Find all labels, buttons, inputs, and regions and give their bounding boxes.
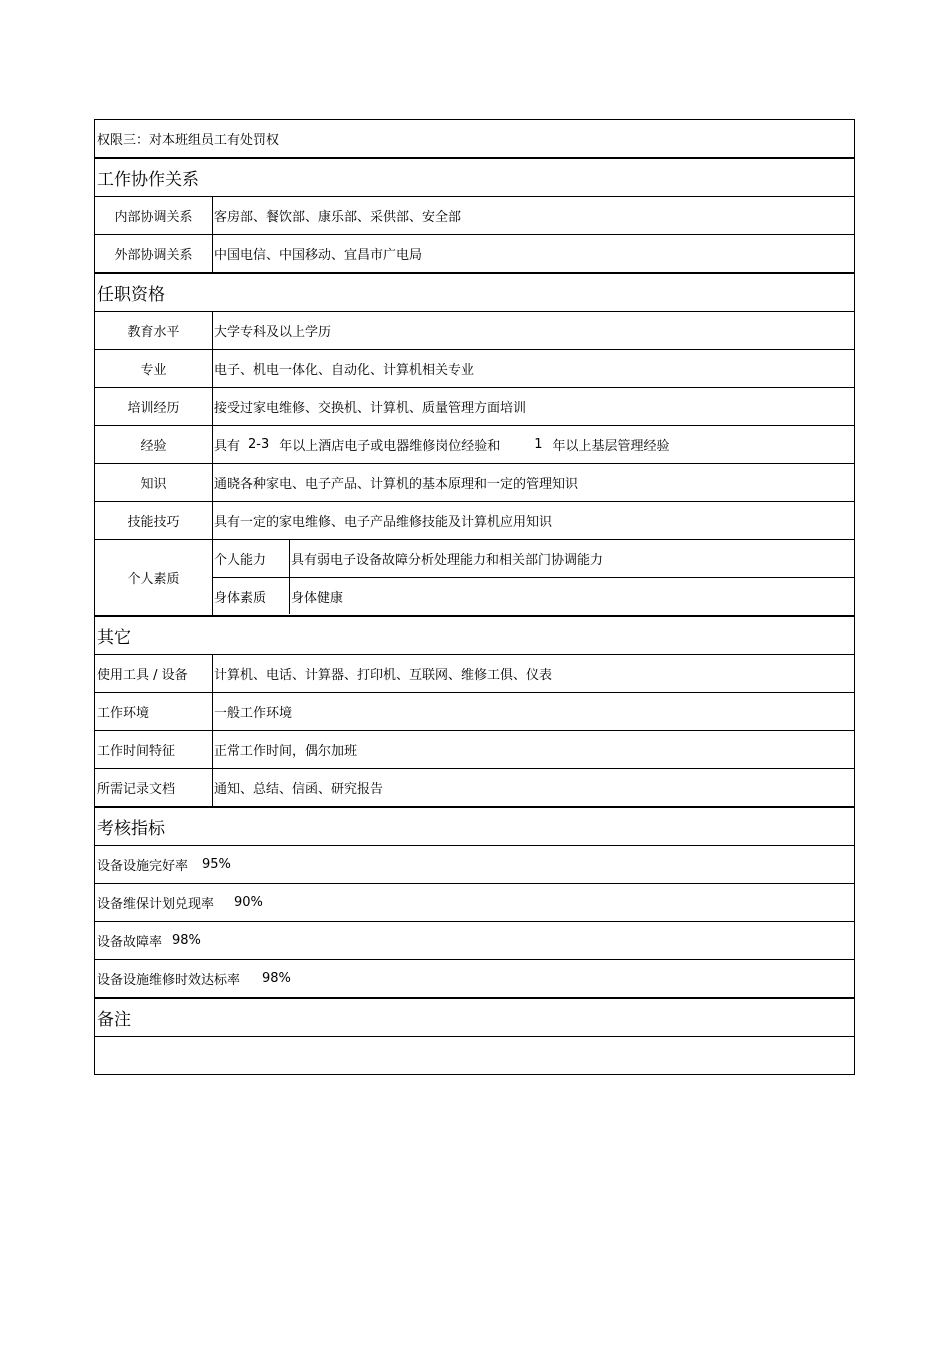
personal-ability-row [213, 540, 854, 577]
personal-quality-label: 个人素质 [95, 540, 213, 615]
records-label: 所需记录文档 [95, 769, 213, 806]
physical-quality-value: 身体健康 [291, 590, 344, 606]
personal-quality-row [95, 540, 854, 617]
qualifications-heading: 任职资格 [97, 285, 165, 305]
kpi-row [95, 846, 854, 884]
records-row [95, 769, 854, 808]
physical-quality-row [213, 577, 854, 614]
skills-row [95, 502, 854, 540]
physical-quality-label: 身体素质 [213, 578, 290, 614]
external-coordination-row [95, 235, 854, 274]
kpi-value: 90% [234, 895, 263, 910]
kpi-item [95, 960, 854, 997]
other-section-row [95, 617, 854, 655]
remarks-section-row [95, 999, 854, 1037]
environment-row [95, 693, 854, 731]
personal-ability-value: 具有弱电子设备故障分析处理能力和相关部门协调能力 [291, 553, 604, 568]
remarks-row [95, 1037, 854, 1074]
authority-row [95, 120, 854, 159]
kpi-section-row [95, 808, 854, 846]
cooperation-section-row [95, 159, 854, 197]
kpi-name: 设备故障率 [97, 935, 163, 950]
personal-quality-subtable [213, 540, 854, 615]
kpi-value: 98% [262, 971, 291, 986]
experience-years1: 2-3 [248, 437, 270, 452]
training-value: 接受过家电维修、交换机、计算机、质量管理方面培训 [214, 401, 527, 416]
experience-row [95, 426, 854, 464]
work-time-value: 正常工作时间，偶尔加班 [214, 744, 358, 759]
kpi-item [95, 846, 854, 883]
kpi-row [95, 960, 854, 999]
records-value: 通知、总结、信函、研究报告 [214, 782, 384, 797]
experience-years2: 1 [534, 437, 543, 452]
qualifications-section-row [95, 274, 854, 312]
tools-row [95, 655, 854, 693]
kpi-item [95, 884, 854, 921]
remarks-heading: 备注 [97, 1010, 131, 1030]
kpi-row [95, 884, 854, 922]
experience-label: 经验 [95, 426, 213, 463]
environment-label: 工作环境 [95, 693, 213, 730]
training-row [95, 388, 854, 426]
skills-value: 具有一定的家电维修、电子产品维修技能及计算机应用知识 [214, 515, 553, 530]
authority-text: 权限三：对本班组员工有处罚权 [97, 133, 280, 148]
experience-part3: 年以上基层管理经验 [552, 439, 670, 454]
major-value: 电子、机电一体化、自动化、计算机相关专业 [214, 363, 475, 378]
job-description-table [94, 119, 855, 1075]
major-label: 专业 [95, 350, 213, 387]
kpi-row [95, 922, 854, 960]
other-heading: 其它 [97, 628, 131, 648]
remarks-value [95, 1037, 854, 1074]
kpi-value: 95% [202, 857, 231, 872]
experience-part1: 具有 [214, 439, 241, 454]
kpi-heading: 考核指标 [97, 819, 165, 839]
training-label: 培训经历 [95, 388, 213, 425]
internal-coordination-label: 内部协调关系 [95, 197, 213, 234]
knowledge-value: 通晓各种家电、电子产品、计算机的基本原理和一定的管理知识 [214, 477, 579, 492]
experience-value [213, 426, 854, 463]
major-row [95, 350, 854, 388]
education-row [95, 312, 854, 350]
tools-value: 计算机、电话、计算器、打印机、互联网、维修工俱、仪表 [214, 668, 553, 683]
knowledge-row [95, 464, 854, 502]
kpi-name: 设备维保计划兑现率 [97, 897, 215, 912]
skills-label: 技能技巧 [95, 502, 213, 539]
work-time-label: 工作时间特征 [95, 731, 213, 768]
personal-ability-label: 个人能力 [213, 540, 290, 577]
external-coordination-value: 中国电信、中国移动、宜昌市广电局 [214, 248, 423, 263]
work-time-row [95, 731, 854, 769]
experience-part2: 年以上酒店电子或电器维修岗位经验和 [279, 439, 501, 454]
kpi-name: 设备设施完好率 [97, 859, 189, 874]
education-label: 教育水平 [95, 312, 213, 349]
internal-coordination-value: 客房部、餐饮部、康乐部、采供部、安全部 [214, 210, 462, 225]
tools-label: 使用工具 / 设备 [95, 655, 213, 692]
education-value: 大学专科及以上学历 [214, 325, 332, 340]
environment-value: 一般工作环境 [214, 706, 293, 721]
kpi-item [95, 922, 854, 959]
external-coordination-label: 外部协调关系 [95, 235, 213, 272]
internal-coordination-row [95, 197, 854, 235]
kpi-value: 98% [172, 933, 201, 948]
kpi-name: 设备设施维修时效达标率 [97, 973, 241, 988]
cooperation-heading: 工作协作关系 [97, 170, 199, 190]
knowledge-label: 知识 [95, 464, 213, 501]
